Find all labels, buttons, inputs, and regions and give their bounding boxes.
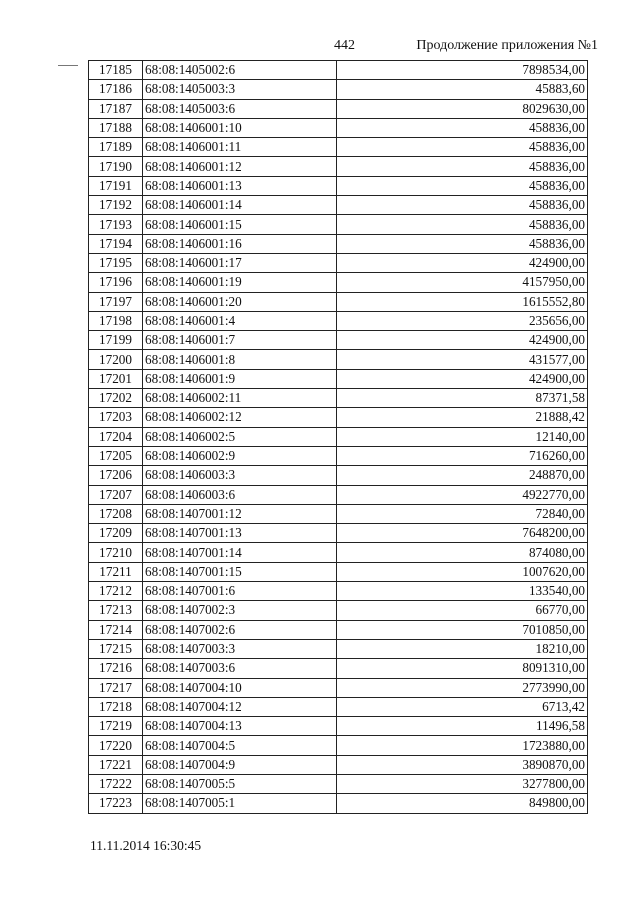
cadastral-value: 849800,00: [337, 794, 588, 813]
cadastral-value: 6713,42: [337, 697, 588, 716]
table-row: [89, 543, 588, 562]
row-number: 17209: [89, 524, 143, 543]
cadastral-number: 68:08:1406001:8: [143, 350, 337, 369]
table-row: [89, 755, 588, 774]
cadastral-number: 68:08:1406001:11: [143, 138, 337, 157]
row-number: 17189: [89, 138, 143, 157]
cadastral-number: 68:08:1406003:3: [143, 466, 337, 485]
table-row: [89, 485, 588, 504]
table-body: [89, 61, 588, 814]
cadastral-number: 68:08:1406002:9: [143, 446, 337, 465]
row-number: 17199: [89, 331, 143, 350]
row-number: 17202: [89, 389, 143, 408]
cadastral-number: 68:08:1407003:3: [143, 639, 337, 658]
row-number: 17211: [89, 562, 143, 581]
cadastral-number: 68:08:1406003:6: [143, 485, 337, 504]
cadastral-value: 716260,00: [337, 446, 588, 465]
cadastral-number: 68:08:1407001:15: [143, 562, 337, 581]
row-number: 17196: [89, 273, 143, 292]
row-number: 17186: [89, 80, 143, 99]
row-number: 17216: [89, 659, 143, 678]
cadastral-number: 68:08:1406002:11: [143, 389, 337, 408]
row-number: 17214: [89, 620, 143, 639]
row-number: 17185: [89, 61, 143, 80]
cadastral-number: 68:08:1406001:12: [143, 157, 337, 176]
cadastral-number: 68:08:1407004:10: [143, 678, 337, 697]
cadastral-value: 424900,00: [337, 253, 588, 272]
row-number: 17213: [89, 601, 143, 620]
cadastral-value: 21888,42: [337, 408, 588, 427]
cadastral-value: 133540,00: [337, 582, 588, 601]
cadastral-number: 68:08:1406001:4: [143, 311, 337, 330]
cadastral-number: 68:08:1406001:16: [143, 234, 337, 253]
row-number: 17198: [89, 311, 143, 330]
cadastral-number: 68:08:1407005:1: [143, 794, 337, 813]
cadastral-value: 18210,00: [337, 639, 588, 658]
cadastral-number: 68:08:1406001:10: [143, 118, 337, 137]
cadastral-value: 874080,00: [337, 543, 588, 562]
cadastral-number: 68:08:1407002:3: [143, 601, 337, 620]
table-row: [89, 118, 588, 137]
cadastral-number: 68:08:1407004:5: [143, 736, 337, 755]
table-row: [89, 639, 588, 658]
row-number: 17192: [89, 196, 143, 215]
table-row: [89, 311, 588, 330]
row-number: 17220: [89, 736, 143, 755]
cadastral-value: 458836,00: [337, 157, 588, 176]
table-row: [89, 446, 588, 465]
row-number: 17222: [89, 774, 143, 793]
row-number: 17218: [89, 697, 143, 716]
cadastral-number: 68:08:1407004:9: [143, 755, 337, 774]
table-row: [89, 408, 588, 427]
table-row: [89, 524, 588, 543]
row-number: 17187: [89, 99, 143, 118]
row-number: 17217: [89, 678, 143, 697]
table-row: [89, 504, 588, 523]
cadastral-number: 68:08:1406001:13: [143, 176, 337, 195]
row-number: 17188: [89, 118, 143, 137]
table-row: [89, 562, 588, 581]
cadastral-value: 3277800,00: [337, 774, 588, 793]
row-number: 17212: [89, 582, 143, 601]
cadastral-number: 68:08:1406001:19: [143, 273, 337, 292]
row-number: 17210: [89, 543, 143, 562]
table-row: [89, 697, 588, 716]
cadastral-value: 1615552,80: [337, 292, 588, 311]
table-row: [89, 99, 588, 118]
cadastral-number: 68:08:1406001:9: [143, 369, 337, 388]
table-row: [89, 427, 588, 446]
cadastral-value: 424900,00: [337, 331, 588, 350]
margin-mark: [58, 65, 78, 66]
table-row: [89, 157, 588, 176]
cadastral-value: 4922770,00: [337, 485, 588, 504]
table-row: [89, 794, 588, 813]
cadastral-value: 458836,00: [337, 234, 588, 253]
table-row: [89, 601, 588, 620]
row-number: 17219: [89, 717, 143, 736]
cadastral-number: 68:08:1407005:5: [143, 774, 337, 793]
row-number: 17190: [89, 157, 143, 176]
row-number: 17203: [89, 408, 143, 427]
row-number: 17208: [89, 504, 143, 523]
row-number: 17205: [89, 446, 143, 465]
table-row: [89, 273, 588, 292]
table-row: [89, 582, 588, 601]
cadastral-number: 68:08:1407001:14: [143, 543, 337, 562]
cadastral-value: 12140,00: [337, 427, 588, 446]
table-row: [89, 253, 588, 272]
cadastral-number: 68:08:1407003:6: [143, 659, 337, 678]
cadastral-value: 1007620,00: [337, 562, 588, 581]
table-row: [89, 620, 588, 639]
cadastral-table: [88, 60, 588, 814]
table-row: [89, 369, 588, 388]
table-row: [89, 774, 588, 793]
table-row: [89, 466, 588, 485]
cadastral-value: 458836,00: [337, 215, 588, 234]
cadastral-value: 458836,00: [337, 196, 588, 215]
table-row: [89, 215, 588, 234]
cadastral-value: 7010850,00: [337, 620, 588, 639]
table-row: [89, 331, 588, 350]
cadastral-number: 68:08:1407001:13: [143, 524, 337, 543]
cadastral-value: 7898534,00: [337, 61, 588, 80]
page-number: 442: [334, 38, 355, 53]
cadastral-value: 66770,00: [337, 601, 588, 620]
table-row: [89, 350, 588, 369]
cadastral-number: 68:08:1405003:3: [143, 80, 337, 99]
appendix-title: Продолжение приложения №1: [416, 38, 598, 53]
cadastral-value: 235656,00: [337, 311, 588, 330]
cadastral-number: 68:08:1407001:6: [143, 582, 337, 601]
cadastral-number: 68:08:1406001:17: [143, 253, 337, 272]
cadastral-value: 8029630,00: [337, 99, 588, 118]
row-number: 17215: [89, 639, 143, 658]
table-row: [89, 234, 588, 253]
cadastral-number: 68:08:1406001:7: [143, 331, 337, 350]
row-number: 17223: [89, 794, 143, 813]
row-number: 17200: [89, 350, 143, 369]
cadastral-number: 68:08:1406002:5: [143, 427, 337, 446]
cadastral-value: 458836,00: [337, 138, 588, 157]
cadastral-value: 8091310,00: [337, 659, 588, 678]
footer-timestamp: 11.11.2014 16:30:45: [90, 838, 202, 853]
cadastral-value: 1723880,00: [337, 736, 588, 755]
cadastral-number: 68:08:1406001:15: [143, 215, 337, 234]
table-row: [89, 61, 588, 80]
cadastral-value: 248870,00: [337, 466, 588, 485]
cadastral-value: 458836,00: [337, 118, 588, 137]
cadastral-number: 68:08:1407002:6: [143, 620, 337, 639]
cadastral-number: 68:08:1405003:6: [143, 99, 337, 118]
table-row: [89, 389, 588, 408]
table-row: [89, 138, 588, 157]
cadastral-value: 3890870,00: [337, 755, 588, 774]
cadastral-number: 68:08:1407001:12: [143, 504, 337, 523]
table-row: [89, 80, 588, 99]
cadastral-value: 424900,00: [337, 369, 588, 388]
table-row: [89, 659, 588, 678]
table-row: [89, 678, 588, 697]
table-row: [89, 717, 588, 736]
cadastral-value: 458836,00: [337, 176, 588, 195]
row-number: 17221: [89, 755, 143, 774]
page-header: [0, 38, 640, 58]
cadastral-value: 7648200,00: [337, 524, 588, 543]
cadastral-value: 72840,00: [337, 504, 588, 523]
row-number: 17204: [89, 427, 143, 446]
row-number: 17193: [89, 215, 143, 234]
cadastral-value: 431577,00: [337, 350, 588, 369]
table-row: [89, 176, 588, 195]
cadastral-value: 45883,60: [337, 80, 588, 99]
row-number: 17191: [89, 176, 143, 195]
table-row: [89, 196, 588, 215]
table-row: [89, 292, 588, 311]
cadastral-number: 68:08:1406001:20: [143, 292, 337, 311]
cadastral-number: 68:08:1406002:12: [143, 408, 337, 427]
row-number: 17207: [89, 485, 143, 504]
row-number: 17194: [89, 234, 143, 253]
cadastral-number: 68:08:1407004:13: [143, 717, 337, 736]
cadastral-number: 68:08:1405002:6: [143, 61, 337, 80]
row-number: 17195: [89, 253, 143, 272]
row-number: 17197: [89, 292, 143, 311]
cadastral-value: 87371,58: [337, 389, 588, 408]
cadastral-number: 68:08:1407004:12: [143, 697, 337, 716]
cadastral-value: 2773990,00: [337, 678, 588, 697]
cadastral-value: 4157950,00: [337, 273, 588, 292]
table-row: [89, 736, 588, 755]
cadastral-value: 11496,58: [337, 717, 588, 736]
row-number: 17201: [89, 369, 143, 388]
cadastral-number: 68:08:1406001:14: [143, 196, 337, 215]
row-number: 17206: [89, 466, 143, 485]
